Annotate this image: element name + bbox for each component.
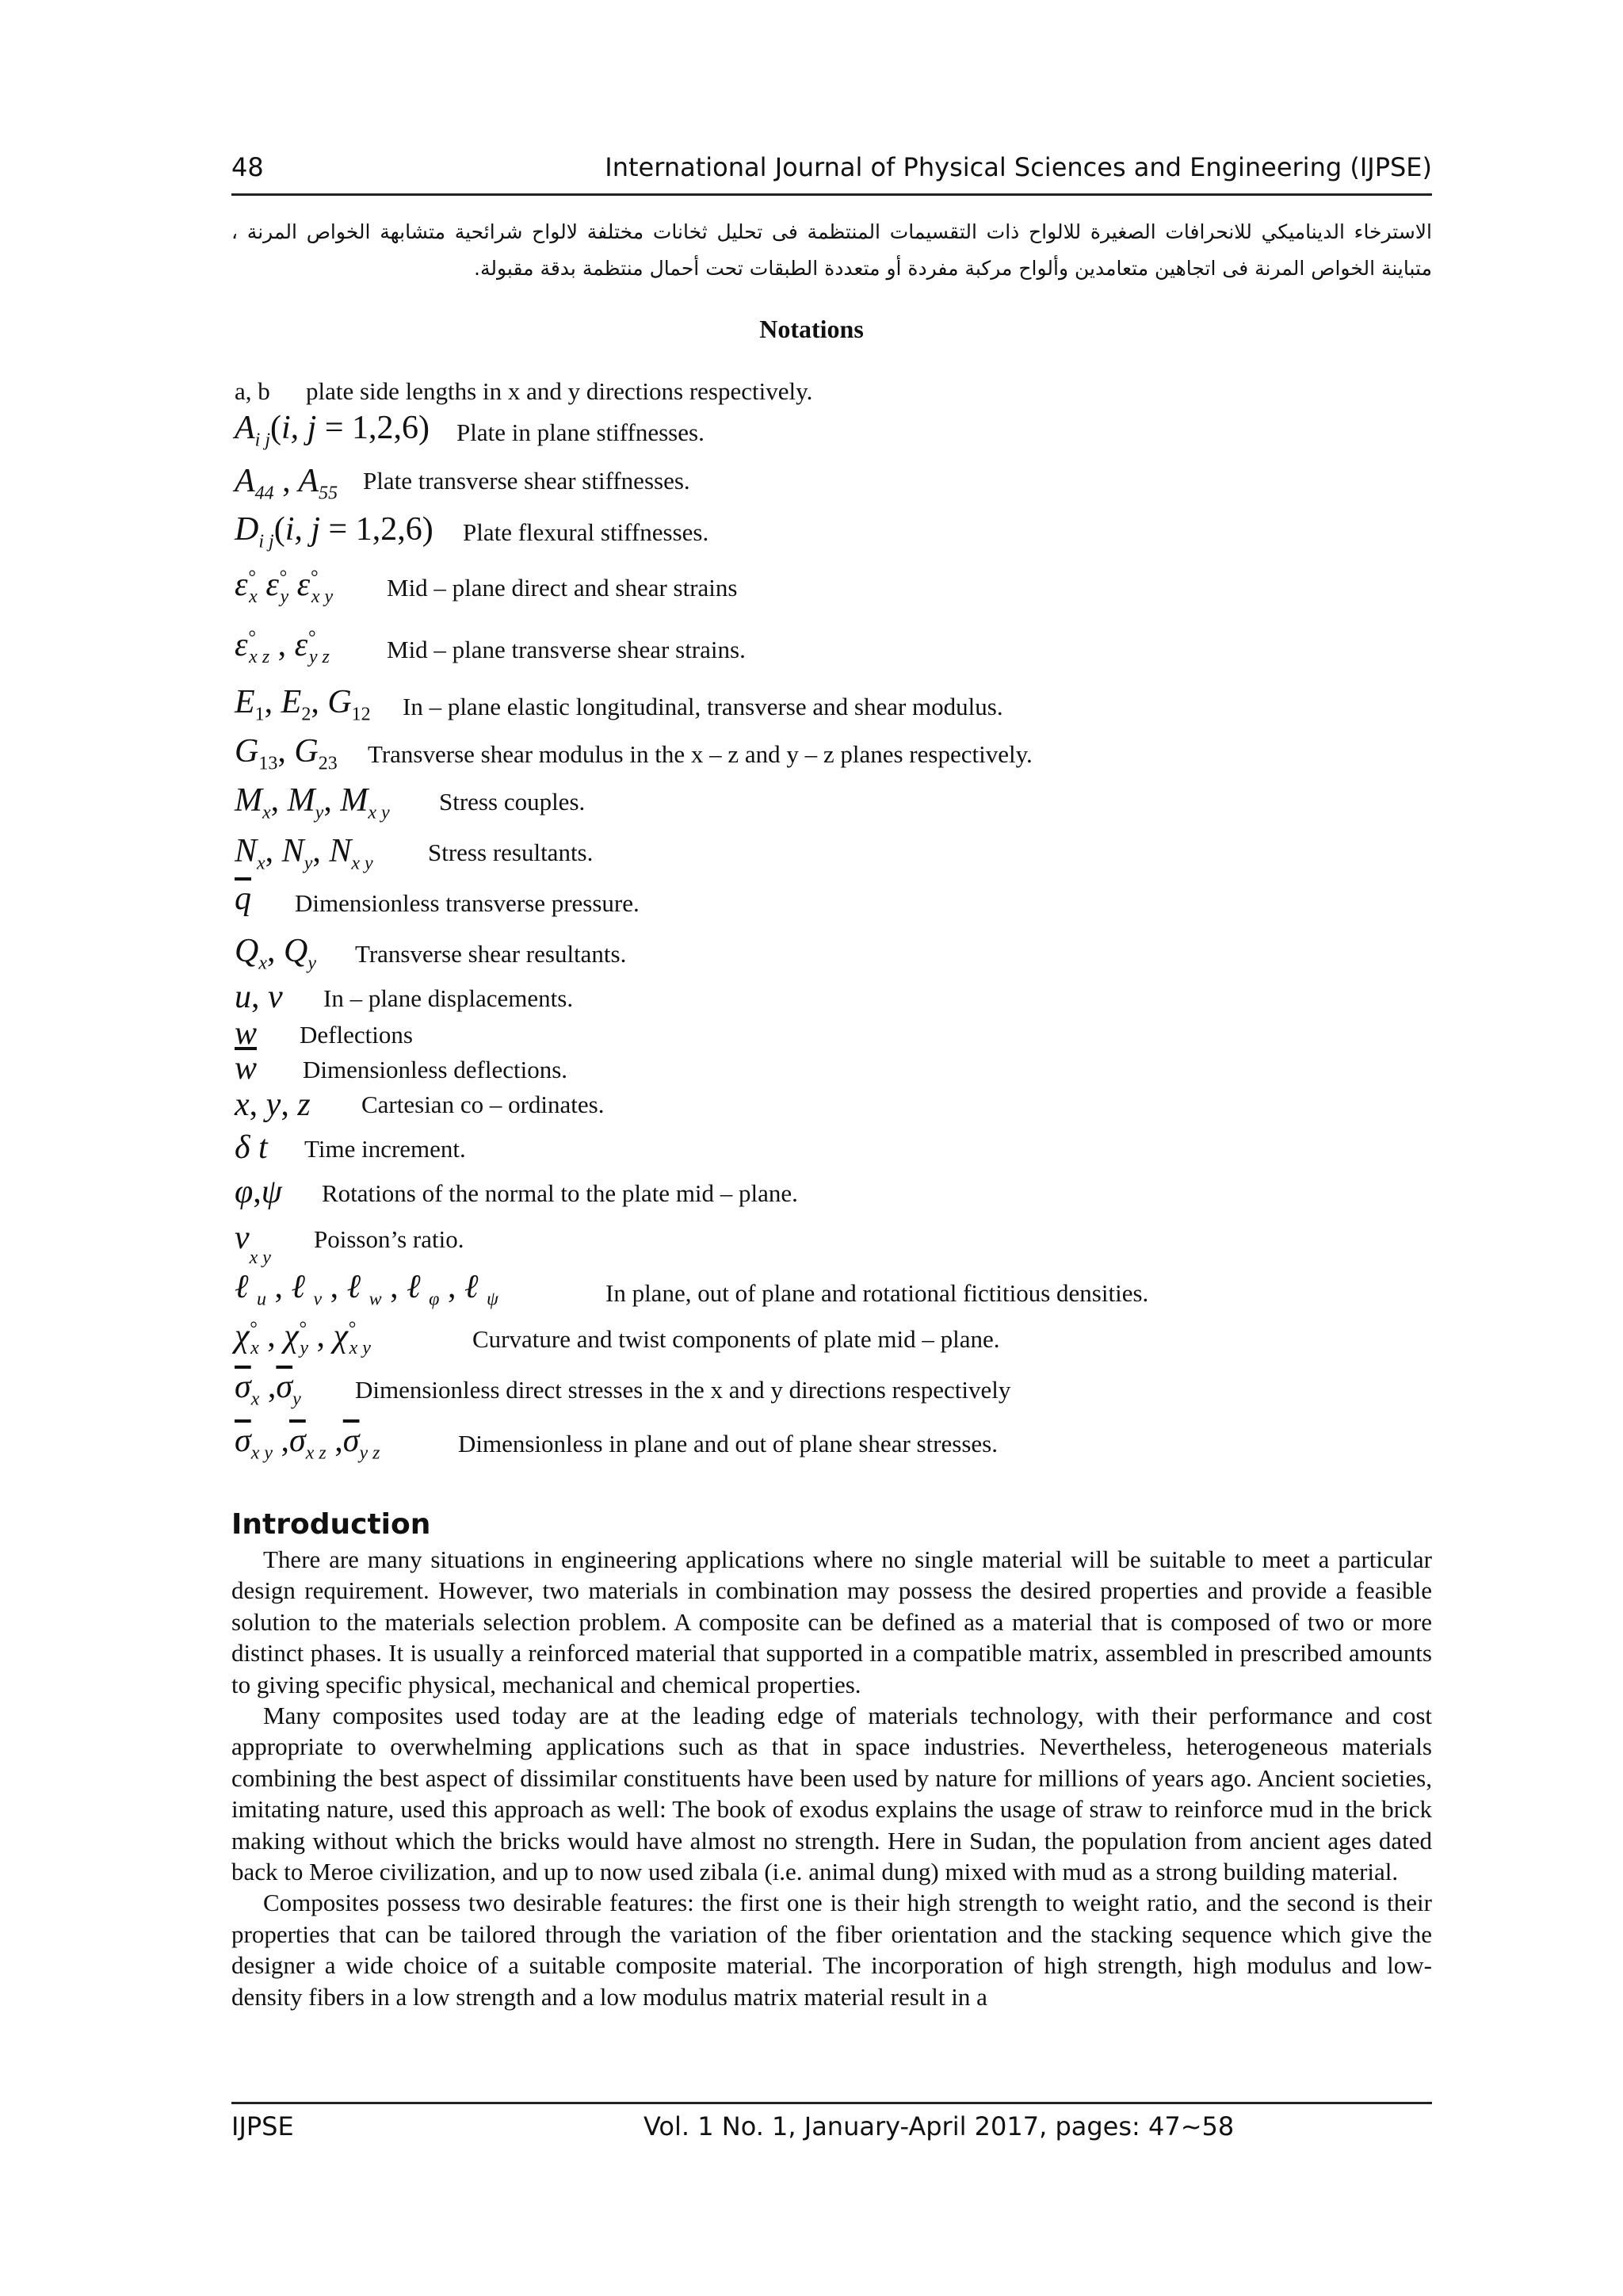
notation-description: Rotations of the normal to the plate mid – plane.	[322, 1179, 798, 1207]
notation-row	[235, 1219, 464, 1269]
notation-row	[235, 462, 690, 504]
notations-heading: Notations	[759, 315, 864, 343]
notation-row	[235, 510, 709, 552]
notation-symbol: $\chi^\circ_x$ , $\chi^\circ_y$ , $\chi^\circ_{x y}$	[235, 1318, 371, 1359]
notation-row	[235, 880, 640, 918]
notation-symbol: $\overline{\sigma}_{x y}$ $,\overline{\sigma}_{x z}$ $,\overline{\sigma}_{y z}$	[235, 1423, 380, 1464]
notation-symbol: u, v	[235, 979, 283, 1015]
notation-description: Poisson’s ratio.	[314, 1225, 464, 1253]
notation-description: plate side lengths in x and y directions respectively.	[306, 377, 813, 405]
notation-description: Time increment.	[304, 1135, 466, 1163]
notation-row	[235, 1368, 1011, 1410]
notation-row	[235, 1129, 466, 1167]
notation-symbol: δ t	[235, 1129, 268, 1166]
notation-row	[235, 978, 574, 1016]
notation-symbol: $Q_x$, $Q_y$	[235, 933, 316, 974]
notation-description: Mid – plane direct and shear strains	[387, 574, 738, 602]
introduction-body	[231, 1544, 1432, 2012]
paragraph: Composites possess two desirable features: the first one is their high strength to weight ratio, and the second is their properties that can be tailored through the variation of the fiber orientation and the stacking sequence which give the designer a wide choice of a suitable composite material. The incorporation of high strength, high modulus and low-density fibers in a low strength and a low modulus matrix material result in a	[231, 1889, 1432, 2011]
notation-description: Plate transverse shear stiffnesses.	[363, 467, 690, 495]
notation-symbol: $\overline{w}$	[235, 1050, 258, 1087]
notation-description: Dimensionless transverse pressure.	[295, 889, 640, 917]
notation-symbol: $\overline{\sigma}_x$ $,\overline{\sigma}_y$	[235, 1369, 301, 1410]
notation-description: Stress resultants.	[428, 839, 594, 866]
notation-symbol: $N_x$, $N_y$, $N_{x y}$	[235, 833, 373, 874]
notation-symbol: $G_{13}$, $G_{23}$	[235, 733, 338, 774]
notation-row	[235, 1173, 798, 1211]
notation-row	[235, 732, 1033, 774]
arabic-abstract: الاسترخاء الديناميكي للانحرافات الصغيرة للالواح ذات التقسيمات المنتظمة فى تحليل ثخانات مختلفة لالواح شرائحية متشابهة الخواص المرنة ، متباينة الخواص المرنة فى اتجاهين متعامدين وألواح مركبة مفردة أو متعددة الطبقات تحت أحمال منتظمة بدقة مقبولة.	[231, 220, 1432, 280]
page-number: 48	[231, 152, 264, 182]
notation-symbol: $\overline{q}$	[235, 881, 251, 917]
notation-description: Plate flexural stiffnesses.	[463, 518, 709, 546]
footer-journal-abbrev: IJPSE	[231, 2111, 294, 2141]
footer-rule	[231, 2102, 1432, 2104]
notation-symbol: x, y, z	[235, 1087, 311, 1123]
header-rule	[231, 193, 1432, 196]
notation-description: In – plane elastic longitudinal, transverse and shear modulus.	[403, 693, 1003, 720]
notation-row	[235, 1086, 605, 1124]
notation-row	[235, 1268, 1149, 1310]
journal-title: International Journal of Physical Sciences and Engineering (IJPSE)	[605, 152, 1432, 182]
notation-symbol: $\varepsilon^\circ_{x z}$ , $\varepsilon^\circ_{y z}$	[235, 627, 330, 668]
notation-description: Cartesian co – ordinates.	[361, 1091, 605, 1118]
notation-description: Mid – plane transverse shear strains.	[387, 636, 746, 663]
notation-symbol: $\varepsilon^\circ_x$ $\varepsilon^\circ_y$ $\varepsilon^\circ_{x y}$	[235, 567, 334, 608]
notation-row	[235, 781, 586, 823]
notation-description: Plate in plane stiffnesses.	[456, 418, 705, 446]
page-header	[231, 152, 1432, 193]
notation-description: Curvature and twist components of plate mid – plane.	[472, 1325, 1000, 1353]
paragraph: There are many situations in engineering applications where no single material will be suitable to meet a particular design requirement. However, two materials in combination may possess the desired properties and provide a feasible solution to the materials selection problem. A composite can be defined as a material that is composed of two or more distinct phases. It is usually a reinforced material that supported in a compatible matrix, assembled in prescribed amounts to giving specific physical, mechanical and chemical properties.	[231, 1545, 1432, 1698]
notation-row	[235, 409, 705, 451]
notation-row	[235, 1049, 568, 1087]
notation-description: Deflections	[300, 1021, 413, 1049]
notation-symbol: w	[235, 1015, 258, 1052]
footer-volume-info: Vol. 1 No. 1, January-April 2017, pages: 47~58	[643, 2111, 1235, 2141]
notation-description: Dimensionless in plane and out of plane shear stresses.	[458, 1430, 998, 1457]
notation-row	[235, 1422, 998, 1464]
notation-description: In plane, out of plane and rotational fictitious densities.	[605, 1279, 1149, 1307]
notation-row	[235, 377, 813, 406]
notation-symbol: φ,ψ	[235, 1174, 282, 1210]
notation-description: In – plane displacements.	[323, 984, 574, 1012]
notation-description: Transverse shear resultants.	[355, 940, 627, 968]
notation-row	[235, 832, 594, 874]
introduction-heading: Introduction	[231, 1508, 431, 1541]
notation-symbol: a, b	[235, 377, 270, 405]
notation-symbol: ℓ $_u$ , ℓ $_v$ , ℓ $_w$ , ℓ $_\varphi$ , ℓ $_\psi$	[235, 1269, 498, 1310]
notation-description: Dimensionless deflections.	[303, 1056, 568, 1083]
notation-symbol: $A_{44}$ , $A_{55}$	[235, 463, 338, 504]
notation-row	[235, 683, 1003, 725]
notation-symbol: $D_{i j}(i$, j = 1,2,6)	[235, 511, 433, 552]
notation-description: Transverse shear modulus in the x – z and y – z planes respectively.	[368, 740, 1033, 768]
notation-row	[235, 626, 746, 668]
notation-symbol: $A_{i j}(i$, j = 1,2,6)	[235, 410, 430, 451]
paragraph: Many composites used today are at the leading edge of materials technology, with their performance and cost appropriate to overwhelming applications such as that in space industries. Nevertheless, heterogeneous materials combining the best aspect of dissimilar constituents have been used by nature for millions of years ago. Ancient societies, imitating nature, used this approach as well: The book of exodus explains the usage of straw to reinforce mud in the brick making without which the bricks would have almost no strength. Here in Sudan, the population from ancient ages dated back to Meroe civilization, and up to now used zibala (i.e. animal dung) mixed with mud as a strong building material.	[231, 1702, 1432, 1886]
notation-description: Stress couples.	[439, 788, 586, 816]
notation-symbol: $M_x$, $M_y$, $M_{x y}$	[235, 782, 390, 823]
notation-row	[235, 1014, 413, 1052]
notation-symbol: $E_1$, $E_2$, $G_{12}$	[235, 684, 371, 725]
notation-row	[235, 932, 627, 974]
notation-row	[235, 1317, 1000, 1359]
notation-row	[235, 566, 738, 608]
notation-description: Dimensionless direct stresses in the x and y directions respectively	[355, 1376, 1011, 1404]
notation-symbol: $\nu_{x y}$	[235, 1220, 271, 1269]
